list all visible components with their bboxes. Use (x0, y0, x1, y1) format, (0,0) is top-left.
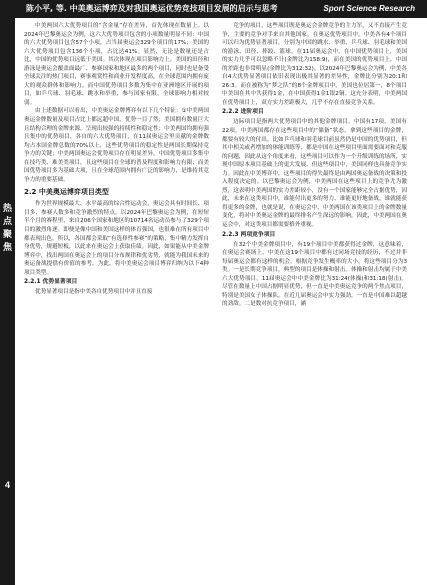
paragraph: 边际项目是指两大优势项目中的其他金牌项目。中国有17项，美国有22项。中美两国都存在这些项目中的“储备”状态，拿到这些项目的金牌，都要有较大的付出。比如乒乓球和羽毛球目前虽然仍是中国的优势项目，但其中相关或者增加的体能训练等，都是中国在这些项目里面需要面对和克服的问题，因此从这个角度来看，这些项目可以作为一个升级训练的场所，实现中国原本项目基础上的更大发展。但这些项目中，美国同样也具备竞争实力。因此在中美博弈中，这些项目的得失最终是由两国奥运备战的决策和投入程度决定的。以巴黎奥运会为例，中美两国在这些项目上的竞争尤为激烈，这表明中美两国的实力差距较小，没有一个国家能够完全占据优势，因此，未来在这类项目中，谁能付出更多的努力、谁能更好地备战，谁就能获得更多的金牌，也就是说，在奥运会中，中美两国在该类项目上的金牌数量变化，将对中美奥运金牌的最终排名产生深远的影响。因此，中美两国在奥运会中，对这类项目都需要格外重视。 (222, 119, 407, 229)
paragraph: 优势显著项目是指中美各自优势项目中并且直接 (35, 289, 153, 296)
paragraph: 作为世界规模最大、水平最高的综合性运动会，奥运会具有时间长、项目多、参赛人数多和竞争激烈的特点。以2024年巴黎奥运会为例，在短短半个月的赛程里，来自206个国家和地区的10714名运动员参与了329个项目的激烈角逐。即便是像中国和美国这样的体育强国，也很难在所有项目中都表现出色。所以，各国都会采取“有选择性参赛”的策略，集中精力发挥自身优势，规避短板，以此来在奥运会上获取佳绩。因此，如果能从中美金牌博弈中，找出两国在奥运会上的项目分布规律和优劣势，就能为我国未来的奥运备战提供有价值的参考。为此，将中美奥运会项目博弈归纳为以下4种项目类型。 (24, 201, 209, 276)
header-journal-name: Sport Science Research (323, 4, 415, 13)
paragraph: 由上述数据可以看出，中美奥运金牌博弈有以下几个特征：①中美两国奥运金牌数量及项目占比上都远超中国，优势一目了然；美国拥有数量巨大且结构合理的金牌来源，呈现出较强的持续性和稳定性；中美两国均拥有强且集中的优势项目，各自的六大优势项目，在11届奥运会里贡献的金牌数均占本国金牌总数的70%以上，这些优势项目的稳定性是两国长期保持竞争力的关键；中美两国奥运会优势项目存在明显差异，中国优势项目多集中在技巧类、难美类项目，且这些项目在全球的普及程度和影响力有限；而美国优势项目多为基础大项，且在全球范围内拥有广泛的影响力，是维持其竞争力的重要基础。 (24, 108, 209, 183)
subsection-heading: 2.2.1 优势显著项目 (24, 279, 78, 286)
subsection-heading: 2.2.2 进阶项目 (222, 109, 264, 116)
header-article-citation: 陈小平, 等. 中美奥运博弈及对我国奥运优势竞技项目发展的启示与思考 (26, 4, 278, 13)
section-heading: 2.2 中美奥运博弈项目类型 (24, 188, 109, 197)
paragraph: 中美两国六大优势项目的“含金量”存在差异，首先体现在数量上。以2024年巴黎奥运会为例，这六大优势项目包含的小项数量明显不同：中国的六大优势项目包含57个小项，占当届奥运会329个项目的17%；美国的六大优势项目包含136个小项，占比达41%。显然，无论是数量还是占比，中国的优势项目远低于美国。其次体现在项目影响力上。美国的田径和游泳是奥运会覆盖面最广、参赛国家和地区最多的两个项目，同时也是备受全球关注的热门项目，赛事观赏性和商业开发程度高，在全球范围内拥有庞大的观众群体和影响力。而中国优势项目多数为集中在亚洲地区开展的项目，如乒乓球、羽毛球、跳水和举重，参与国家有限，全球影响力相对较弱。 (24, 23, 209, 106)
paragraph: 竞争的项目，这些项目既是奥运会金牌竞争的主力军，又不直接产生竞争，主要的竞争对手来自其他国家。在奥运优势项目中，中美各有4个项目可以归为优势显著项目，分别为中国的跳水、举重、乒乓球、羽毛球和美国的游泳、田径、摔跤、篮球。在11届奥运会中，在中国优势项目上，美国的实力几乎可以忽略不计(金牌比为158:9)，而在美国的优势项目上，中国的差距也非常明显(金牌比为312:32)。以2024年巴黎奥运会为例，中美各自4大优势显著项目依旧表现出极其显著的差异性，金牌比分别为20:1和26:3。而在被称为“梦之队”的8个金牌项目中，美国也位居第一，8个项目中美国在其中共获得1金，在中国获得1金1银2铜。这充分表明，中美两国在优势项目上，双方实力差距极大，几乎不存在直接竞争关系。 (222, 23, 407, 106)
page-number: 4 (4, 480, 10, 490)
sidebar-section-label: 热点聚焦 (2, 204, 12, 253)
right-column (222, 22, 407, 309)
subsection-heading: 2.2.3 两项竞争项目 (222, 231, 276, 238)
paragraph: 在32个中美金牌项目中，有19个项目中美都获得过金牌，这意味着，在奥运会赛场上，中美在这19个项目中都有过同场竞技的经历，不过并非每届奥运会都有这样的机会。根据竞争发生概率的大小，将这些项目分为3类。一是长期竞争项目，典型的项目是体操和射击。体操和射击均属于中美六大优势项目，11届奥运会中中美金牌比为31:24(体操)和31:18(射击)。尽管在数量上中国占据明显优势，但一直是中美奥运竞争的两个焦点项目，特别是美国女子体操队，在近几届奥运会中实力强劲，一直是中国难以超越的劲敌。二是数对抗竞争项目，涵 (222, 241, 407, 308)
page-header (0, 0, 427, 18)
left-column (24, 22, 209, 297)
section-sidebar (0, 18, 15, 585)
